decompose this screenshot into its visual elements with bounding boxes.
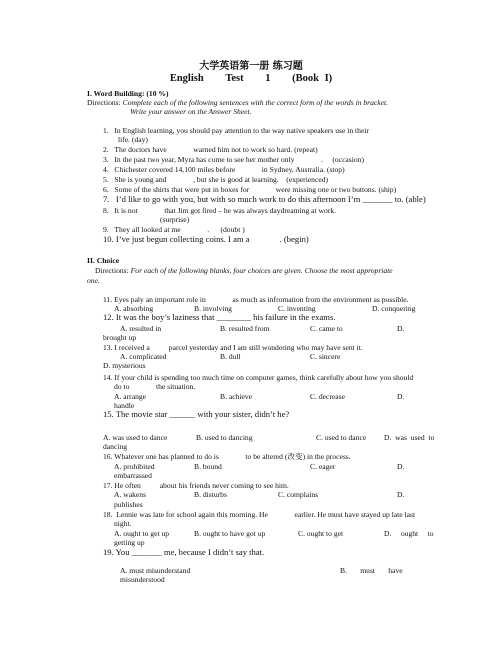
option-a: A. wakens [114,490,147,499]
option-a: A. prohibited [114,462,155,471]
option-d: D. [397,324,405,333]
directions-text-cont: Write your answer on the Answer Sheet. [130,107,252,116]
option-c: C. sincere [310,352,341,361]
list-item: 10. I’ve just begun collecting coins. I am a . (begin) [103,234,309,244]
question-18: 18. Lennie was late for school again this morning. He earlier. He must have stayed up late last [103,510,416,519]
option-c: C. came to [310,324,343,333]
option-a: A. complicated [120,352,167,361]
option-a: A. resulted in [120,324,162,333]
question-13: 13. I received a parcel yesterday and I am still wondering who may have sent it. [103,343,363,352]
option-b: B. resulted from [220,324,270,333]
option-d: D. conquering [372,304,416,313]
option-b: B. must have [340,566,403,575]
option-d: D. [397,392,405,401]
option-c: C. used to dance [316,433,367,442]
option-c: C. decrease [310,392,345,401]
question-17: 17. He often about his friends never coming to see him. [103,481,289,490]
list-item: 7. I’d like to go with you, but with so much work to do this afternoon I’m _______ to. (able) [103,194,426,204]
directions-label: Directions: [95,266,129,275]
option-a: A. must misunderstand [120,566,191,575]
option-b: B. achieve [220,392,253,401]
option-d: D. ought to [384,529,434,538]
option-d-cont: dancing [103,442,128,451]
option-c: C. complains [278,490,319,499]
list-item: 6. Some of the shirts that were put in boxes for were missing one or two buttons. (ship) [103,185,397,194]
list-item-cont: life. (day) [118,135,148,144]
list-item: 1. In English learning, you should pay attention to the way native speakers use in their [103,126,369,135]
section-heading-choice: II. Choice [87,256,120,265]
directions-label: Directions: [87,98,121,107]
directions-text: For each of the following blanks, four choices are given. Choose the most appropriate [130,266,393,275]
question-19: 19. You _______ me, because I didn’t say that. [103,547,265,557]
document-title-chinese: 大学英语第一册 练习题 [199,61,303,72]
option-d-cont: handle [114,401,135,410]
option-a: A. absorbing [114,304,154,313]
question-14-cont: do to the situation. [114,382,196,391]
option-b: B. involving [194,304,232,313]
title-word-number: 1 [265,73,271,84]
part2-directions [95,266,393,275]
option-b: B. bound [194,462,222,471]
list-item: 2. The doctors have warned him not to work so hard. (repeat) [103,145,318,154]
question-16: 16. Whatever one has planned to do is to be altered (改变) in the process. [103,452,351,461]
part1-directions [87,98,388,107]
question-14: 14. If your child is spending too much time on computer games, think carefully about how you should [103,373,414,382]
option-b-cont: misunderstood [120,575,165,584]
question-11: 11. Eyes paly an important role in as much as infromation from the environment as possible. [103,295,409,304]
list-item-cont: (surprise) [160,215,190,224]
option-a: A. ought to get up [114,529,170,538]
option-b: B. used to dancing [196,433,253,442]
directions-text: Complete each of the following sentences with the correct form of the words in bracket. [122,98,389,107]
option-c: C. ought to get [298,529,344,538]
option-d: D. [397,462,405,471]
option-d-cont: brought up [103,333,137,342]
option-d-cont: embarrassed [114,471,152,480]
document-title-english [0,73,502,84]
directions-text-cont: one. [87,276,100,285]
question-12: 12. It was the boy’s laziness that ________ his failure in the exams. [103,312,336,322]
title-word-english: English [169,73,204,84]
option-c: C. eager [310,462,336,471]
option-b: B. ought to have got up [194,529,266,538]
option-d: D. [397,490,405,499]
option-a: A. was used to dance [103,433,168,442]
option-d: D. was used to [384,433,435,442]
question-15: 15. The movie star ______ with your sister, didn’t he? [103,409,290,419]
question-18-cont: night. [114,519,132,528]
list-item: 4. Chichester covered 14,100 miles before in Sydney, Australia. (stop) [103,165,345,174]
title-word-book: (Book I) [292,73,333,84]
option-c: C. inventing [278,304,316,313]
list-item: 8. It is not that Jim got fired – he was always daydreaming at work. [103,206,337,215]
list-item: 9. They all looked at me . (doubt ) [103,225,245,234]
section-heading-word-building: I. Word Building: (10 %) [87,89,169,98]
option-d-cont: getting up [114,538,145,547]
list-item: 3. In the past two year, Myra has come to see her mother only . (occasion) [103,155,364,164]
title-word-test: Test [225,73,244,84]
list-item: 5. She is young and , but she is good at learning. (experienced) [103,175,329,184]
option-d: D. mysterious [103,361,146,370]
option-a: A. arrange [114,392,147,401]
option-b: B. disturbs [194,490,227,499]
option-b: B. dull [220,352,241,361]
option-d-cont: publishes [114,500,143,509]
